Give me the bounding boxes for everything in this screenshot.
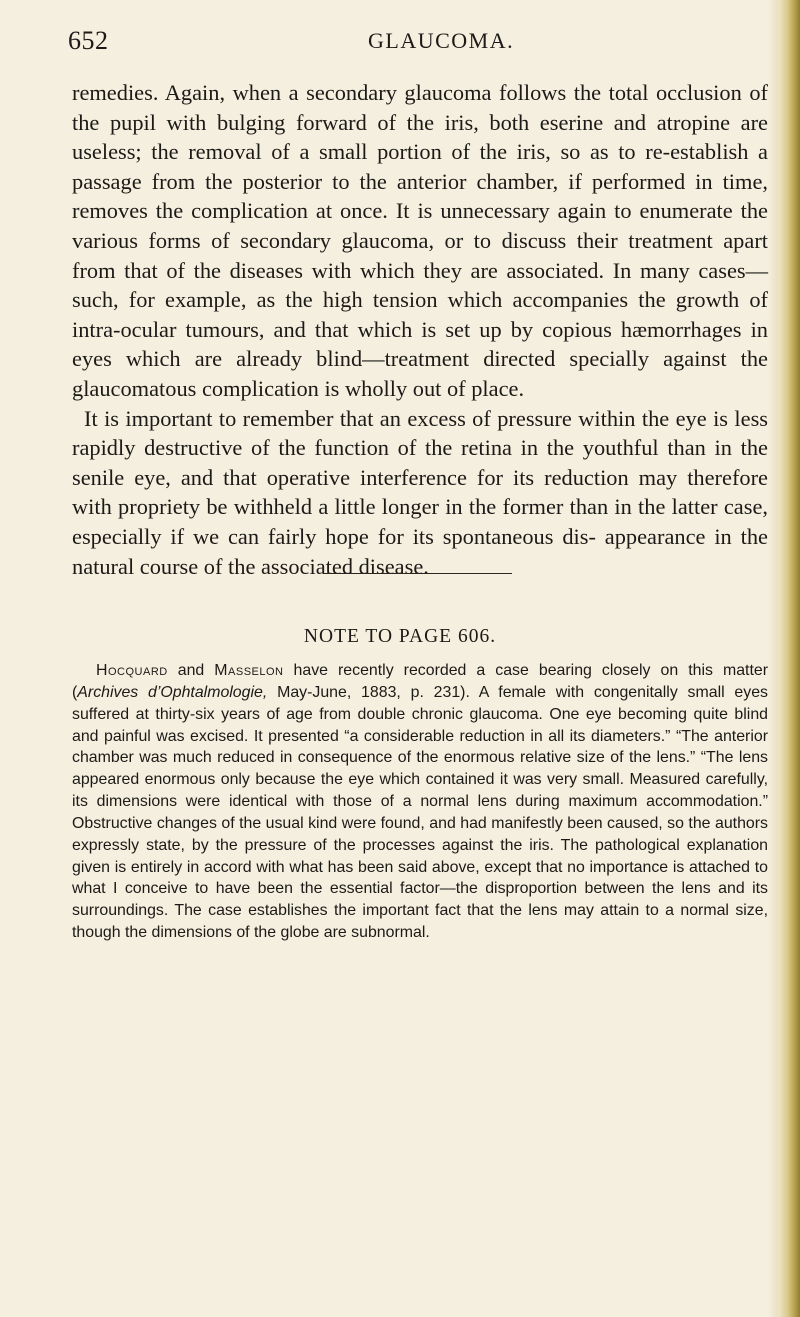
note-fragment: May-June, 1883, p. 231). A female with congenitally small eyes suffered at thirty-six years of age from double chronic glaucoma. One eye becoming quite blind and painful was excised. It presented “a considerable reduction in all its diameters.” “The anterior chamber was much reduced in consequence of the enormous relative size of the lens.” “The lens appeared enormous only because the eye which contained it was very small. Measured carefully, its dimensions were identical with those of a normal lens during maximum accommodation.” Obstructive changes of the usual kind were found, and had manifestly been caused, so the authors expressly state, by the pressure of the processes against the iris. The pathological explanation given is entirely in accord with what has been said above, except that no importance is attached to what I conceive to have been the essential factor—the disproportion between the lens and its surroundings. The case establishes the important fact that the lens may attain to a normal size, though the dimensions of the globe are subnormal. [72,683,768,942]
main-text [72,78,768,581]
page-header [68,26,768,62]
note-heading: NOTE TO PAGE 606. [303,626,497,647]
note-paragraph [72,660,768,944]
note-text [72,660,768,944]
note-fragment: have recently recorded a case bearing closely on this matter ( [72,662,768,701]
page-edge [778,0,800,1317]
author-name: Masselon [214,662,284,679]
paragraph: It is important to remember that an excess of pressure within the eye is less rapidly destructive of the function of the retina in the youthful than in the senile eye, and that operative interference for its reduction may therefore with propriety be withheld a little longer in the former than in the latter case, especially if we can fairly hope for its spontaneous dis- appearance in the natural course of the associated disease. [72,405,768,579]
journal-title: Archives d’Ophtalmologie, [77,683,268,701]
page-shadow [768,0,778,1317]
paragraph: remedies. Again, when a secondary glaucoma follows the total occlusion of the pupil with bulging forward of the iris, both eserine and atropine are useless; the removal of a small portion of the iris, so as to re-establish a passage from the posterior to the anterior chamber, if performed in time, removes the complication at once. It is unnecessary again to enumerate the various forms of secondary glaucoma, or to discuss their treatment apart from that of the diseases with which they are associated. In many cases—such, for example, as the high tension which accompanies the growth of intra-ocular tumours, and that which is set up by copious hæmorrhages in eyes which are already blind—treatment directed specially against the glaucomatous complication is wholly out of place. [72,80,768,401]
section-divider [324,573,512,574]
author-name: Hocquard [96,662,168,679]
running-title: GLAUCOMA. [368,28,515,53]
note-fragment: and [177,662,205,679]
page-number: 652 [68,26,109,55]
